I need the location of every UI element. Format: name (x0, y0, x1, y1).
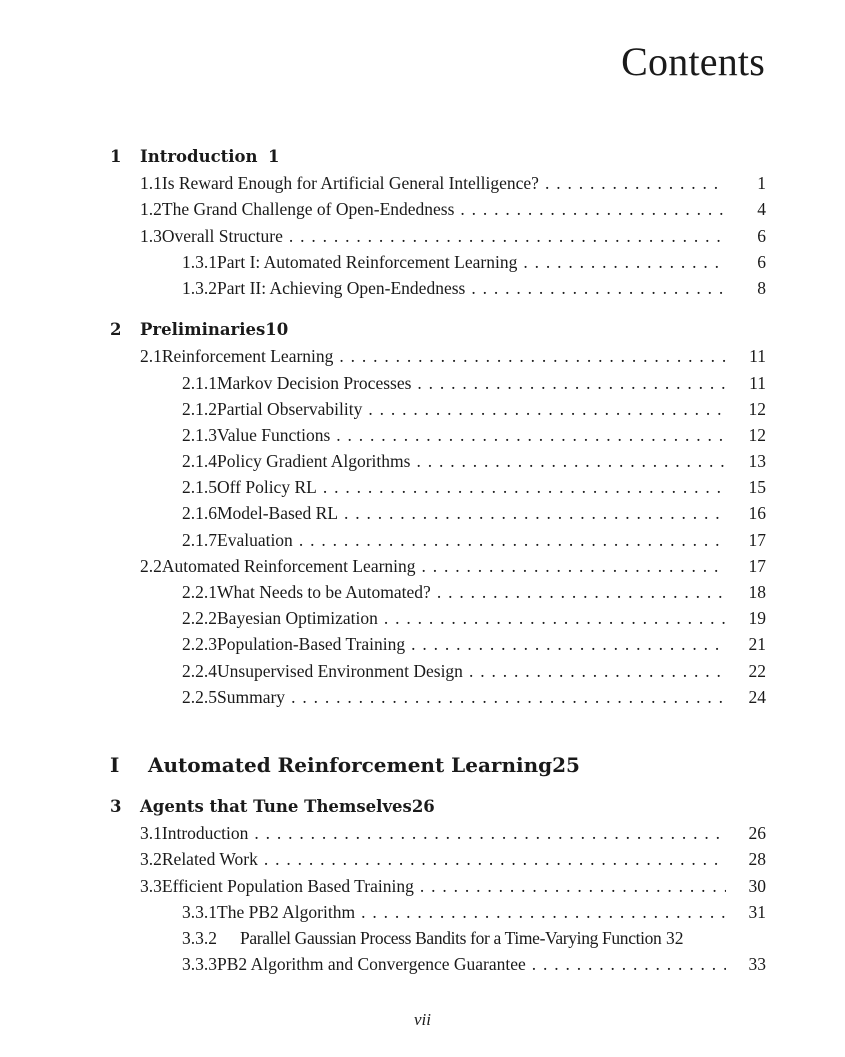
toc-page-number: 11 (749, 346, 766, 367)
toc-label: PB2 Algorithm and Convergence Guarantee (217, 954, 526, 975)
toc-section-3-3[interactable] (110, 873, 766, 899)
toc-label: Efficient Population Based Training (161, 875, 414, 896)
toc-subsection-1-3-1[interactable] (110, 249, 766, 275)
toc-label: Summary (217, 686, 286, 707)
toc-section-2-1[interactable] (110, 343, 766, 369)
dot-leader (523, 249, 726, 275)
toc-subsection-3-3-2[interactable] (110, 925, 766, 951)
toc-number: 3.3.3 (182, 954, 217, 975)
dot-leader (411, 631, 726, 657)
toc-label: Unsupervised Environment Design (217, 660, 463, 681)
toc-number: 2.1.6 (182, 503, 217, 524)
toc-label: Part II: Achieving Open-Endedness (217, 277, 466, 298)
toc-label: Parallel Gaussian Process Bandits for a Time-Varying Function (240, 927, 662, 948)
dot-leader (416, 448, 726, 474)
toc-number: 2.2.3 (182, 634, 217, 655)
toc-label: Is Reward Enough for Artificial General Intelligence? (161, 173, 539, 194)
toc-page-number: 12 (748, 398, 766, 419)
dot-leader (545, 170, 726, 196)
toc-subsection-3-3-3[interactable] (110, 951, 766, 977)
toc-label: Automated Reinforcement Learning (161, 555, 416, 576)
toc-label: Reinforcement Learning (161, 346, 334, 367)
toc-page-number: 12 (748, 424, 766, 445)
toc-subsection-1-3-2[interactable] (110, 275, 766, 301)
toc-subsection-2-1-6[interactable] (110, 500, 766, 526)
toc-number: 2.2.4 (182, 660, 217, 681)
toc-number: 1.2 (140, 199, 162, 220)
toc-page-number: 17 (748, 529, 766, 550)
toc-subsection-2-2-2[interactable] (110, 605, 766, 631)
dot-leader (384, 605, 726, 631)
toc-number: 3.3 (140, 875, 162, 896)
dot-leader (532, 951, 726, 977)
toc-label: Partial Observability (217, 398, 363, 419)
page-number-footer: vii (414, 1010, 431, 1029)
toc-page-number: 11 (749, 372, 766, 393)
toc-label: Introduction (140, 147, 258, 166)
toc-number: 3.1 (140, 823, 162, 844)
toc-page-number: 4 (757, 199, 766, 220)
toc-number: 2.1.7 (182, 529, 217, 550)
toc-number: 2.1.1 (182, 372, 217, 393)
toc-number: 2.1.2 (182, 398, 217, 419)
toc-number: 2.1.4 (182, 451, 217, 472)
toc-page-number: 25 (552, 752, 580, 777)
toc-page-number: 17 (748, 555, 766, 576)
toc-page-number: 22 (748, 660, 766, 681)
toc-subsection-2-2-1[interactable] (110, 579, 766, 605)
toc-page-number: 28 (748, 849, 766, 870)
toc-page-number: 16 (748, 503, 766, 524)
toc-label: Population-Based Training (217, 634, 406, 655)
toc-label: Related Work (161, 849, 258, 870)
page-title: Contents (621, 39, 765, 84)
dot-leader (291, 684, 726, 710)
toc-subsection-2-1-3[interactable] (110, 422, 766, 448)
dot-leader (417, 370, 726, 396)
toc-number: 2.2.5 (182, 686, 217, 707)
toc-page-number: 1 (268, 147, 280, 166)
toc-section-2-2[interactable] (110, 553, 766, 579)
toc-label: The PB2 Algorithm (217, 901, 356, 922)
toc-label: Evaluation (217, 529, 293, 550)
toc-page-number: 6 (757, 225, 766, 246)
toc-number: 3.2 (140, 849, 162, 870)
toc-number: 2.2 (140, 555, 162, 576)
dot-leader (471, 275, 726, 301)
toc-subsection-2-1-4[interactable] (110, 448, 766, 474)
dot-leader (344, 500, 726, 526)
toc-number: 1.3.1 (182, 251, 217, 272)
toc-subsection-2-2-4[interactable] (110, 658, 766, 684)
toc-page-number: 32 (665, 927, 684, 948)
toc-subsection-2-1-2[interactable] (110, 396, 766, 422)
dot-leader (422, 553, 726, 579)
table-of-contents (110, 144, 766, 977)
toc-number: 1.3.2 (182, 277, 217, 298)
toc-number: 3.3.1 (182, 901, 217, 922)
toc-page-number: 13 (748, 451, 766, 472)
dot-leader (460, 196, 726, 222)
toc-subsection-2-1-5[interactable] (110, 474, 766, 500)
toc-subsection-2-1-1[interactable] (110, 370, 766, 396)
toc-page-number: 1 (757, 173, 766, 194)
toc-page-number: 30 (748, 875, 766, 896)
toc-label: Overall Structure (161, 225, 283, 246)
toc-page-number: 19 (748, 608, 766, 629)
toc-page-number: 26 (411, 796, 435, 816)
toc-label: Markov Decision Processes (217, 372, 412, 393)
dot-leader (469, 658, 726, 684)
toc-label: Model-Based RL (217, 503, 339, 524)
toc-section-3-1[interactable] (110, 820, 766, 846)
toc-page-number: 15 (748, 477, 766, 498)
toc-subsection-2-2-3[interactable] (110, 631, 766, 657)
toc-page-number: 26 (748, 823, 766, 844)
toc-label: Agents that Tune Themselves (140, 796, 412, 816)
toc-label: Policy Gradient Algorithms (217, 451, 411, 472)
toc-number: 2.1.3 (182, 424, 217, 445)
toc-number: 2 (110, 320, 122, 340)
toc-number: 2.1.5 (182, 477, 217, 498)
toc-page-number: 21 (748, 634, 766, 655)
toc-number: 3.3.2 (182, 927, 217, 948)
toc-label: Bayesian Optimization (217, 608, 378, 629)
toc-chapter-1[interactable] (110, 144, 766, 170)
toc-label: Introduction (161, 823, 249, 844)
dot-leader (336, 422, 726, 448)
toc-subsection-2-1-7[interactable] (110, 527, 766, 553)
dot-leader (299, 527, 726, 553)
toc-subsection-2-2-5[interactable] (110, 684, 766, 710)
toc-label: The Grand Challenge of Open-Endedness (161, 199, 455, 220)
toc-section-1-1[interactable] (110, 170, 766, 196)
dot-leader (323, 474, 726, 500)
toc-page-number: 6 (757, 251, 766, 272)
toc-page-number: 10 (265, 320, 289, 340)
toc-label: Value Functions (217, 424, 331, 445)
dot-leader (361, 899, 726, 925)
toc-label: What Needs to be Automated? (217, 582, 431, 602)
toc-label: Off Policy RL (217, 477, 317, 498)
toc-subsection-3-3-1[interactable] (110, 899, 766, 925)
dot-leader (339, 343, 726, 369)
toc-chapter-3[interactable] (110, 794, 766, 820)
toc-number: 1.3 (140, 225, 162, 246)
dot-leader (368, 396, 726, 422)
toc-number: 2.2.1 (182, 582, 217, 602)
toc-page-number: 33 (748, 954, 766, 975)
dot-leader (420, 873, 726, 899)
toc-label: Part I: Automated Reinforcement Learning (217, 251, 518, 272)
dot-leader (264, 846, 726, 872)
toc-number: 2.1 (140, 346, 162, 367)
toc-number: 1.1 (140, 173, 162, 194)
toc-number: 1 (110, 147, 122, 166)
toc-section-3-2[interactable] (110, 846, 766, 872)
toc-page-number: 8 (757, 277, 766, 298)
toc-part-1[interactable] (110, 750, 766, 780)
toc-label: Preliminaries (140, 320, 266, 340)
toc-section-1-3[interactable] (110, 223, 766, 249)
toc-number: I (110, 752, 120, 777)
dot-leader (289, 223, 726, 249)
toc-number: 2.2.2 (182, 608, 217, 629)
toc-section-1-2[interactable] (110, 196, 766, 222)
dot-leader (437, 579, 726, 605)
toc-page-number: 31 (748, 901, 766, 922)
toc-number: 3 (110, 796, 122, 816)
dot-leader (254, 820, 726, 846)
toc-chapter-2[interactable] (110, 317, 766, 343)
toc-page-number: 24 (748, 686, 766, 707)
toc-label: Automated Reinforcement Learning (148, 752, 553, 777)
toc-page-number: 18 (748, 582, 766, 602)
